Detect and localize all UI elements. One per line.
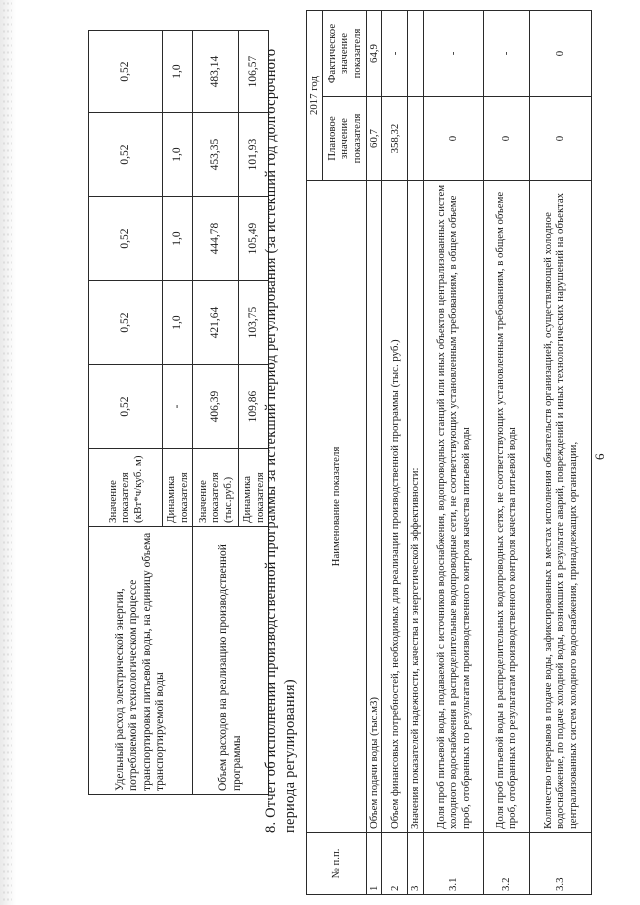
cell-value: 0,52 <box>89 365 163 449</box>
header-plan: Плановое значение показателя <box>323 97 367 181</box>
table-header-row <box>307 10 323 894</box>
cell-value: 109,86 <box>239 365 269 449</box>
row-num: 3 <box>408 833 423 895</box>
row-fact: - <box>382 10 408 96</box>
subrow-label: Значение показателя (кВт*ч/куб. м) <box>89 449 163 527</box>
row-name: Количество перерывов в подаче воды, зафиксированных в местах исполнения обязательств организацией, осуществляющей холодное водоснабжение, по подаче холодной воды, возникших в результате аварий, повреждений и иных технологических нарушений на объектах централизованных систем холодного водоснабжения, принадлежащих организации, <box>529 181 591 833</box>
cell-value: 1,0 <box>163 31 193 113</box>
cell-value: 421,64 <box>193 281 239 365</box>
table-row <box>89 31 163 795</box>
energy-table <box>88 30 269 795</box>
cell-value: 106,57 <box>239 31 269 113</box>
table-row <box>483 10 529 894</box>
cell-value: 444,78 <box>193 197 239 281</box>
row-name: Доля проб питьевой воды, подаваемой с источников водоснабжения, водопроводных станций или иных объектов централизованных систем холодного водоснабжения в распределительные водопроводные сети, не соответствующих установленным требованиям, в общем объеме проб, отобранных по результатам производственного контроля качества питьевой воды <box>423 181 483 833</box>
row-fact <box>408 10 423 96</box>
row-num: 3.3 <box>529 833 591 895</box>
row-num: 3.1 <box>423 833 483 895</box>
cell-value: 1,0 <box>163 197 193 281</box>
subrow-label: Динамика показателя <box>239 449 269 527</box>
row-fact: - <box>423 10 483 96</box>
cell-value: 406,39 <box>193 365 239 449</box>
section-heading: 8. Отчет об исполнении производственной программы за истекший период регулирования (за истекший год долгосрочного периода регулирования) <box>263 48 298 833</box>
header-num: № п.п. <box>307 833 367 895</box>
cell-value: 483,14 <box>193 31 239 113</box>
row-plan: 358,32 <box>382 97 408 181</box>
cell-value: 101,93 <box>239 113 269 197</box>
subrow-label: Динамика показателя <box>163 449 193 527</box>
row-plan: 0 <box>529 97 591 181</box>
header-fact: Фактическое значение показателя <box>323 10 367 96</box>
row-num: 3.2 <box>483 833 529 895</box>
cell-value: 0,52 <box>89 281 163 365</box>
row-fact: 64,9 <box>367 10 382 96</box>
row-name: Удельный расход электрической энергии, потребляемой в технологическом процессе транспортировки питьевой воды, на единицу объема транспортируемой воды <box>89 527 193 795</box>
table-row <box>408 10 423 894</box>
cell-value: 453,35 <box>193 113 239 197</box>
row-plan: 0 <box>423 97 483 181</box>
cell-value: 1,0 <box>163 113 193 197</box>
cell-value: 105,49 <box>239 197 269 281</box>
header-name: Наименование показателя <box>307 181 367 833</box>
page-number: 6 <box>592 453 607 460</box>
table-row <box>423 10 483 894</box>
cell-value: - <box>163 365 193 449</box>
row-plan: 60,7 <box>367 97 382 181</box>
table-row <box>367 10 382 894</box>
row-plan <box>408 97 423 181</box>
row-num: 2 <box>382 833 408 895</box>
cell-value: 0,52 <box>89 31 163 113</box>
cell-value: 0,52 <box>89 197 163 281</box>
report-table <box>306 10 592 895</box>
row-fact: - <box>483 10 529 96</box>
cell-value: 0,52 <box>89 113 163 197</box>
table-row <box>193 31 239 795</box>
row-num: 1 <box>367 833 382 895</box>
cell-value: 1,0 <box>163 281 193 365</box>
row-name: Доля проб питьевой воды в распределительных водопроводных сетях, не соответствующих установленным требованиям, в общем объеме проб, отобранных по результатам производственного контроля качества питьевой воды <box>483 181 529 833</box>
cell-value: 103,75 <box>239 281 269 365</box>
subrow-label: Значение показателя (тыс.руб.) <box>193 449 239 527</box>
row-name: Объем финансовых потребностей, необходимых для реализации производственной программы (тыс. руб.) <box>382 181 408 833</box>
row-plan: 0 <box>483 97 529 181</box>
row-name: Объем расходов на реализацию производственной программы <box>193 527 269 795</box>
table-row <box>529 10 591 894</box>
row-name: Значения показателей надежности, качества и энергетической эффективности: <box>408 181 423 833</box>
row-fact: 0 <box>529 10 591 96</box>
table-row <box>382 10 408 894</box>
row-name: Объем подачи воды (тыс.м3) <box>367 181 382 833</box>
header-year: 2017 год <box>307 10 323 180</box>
